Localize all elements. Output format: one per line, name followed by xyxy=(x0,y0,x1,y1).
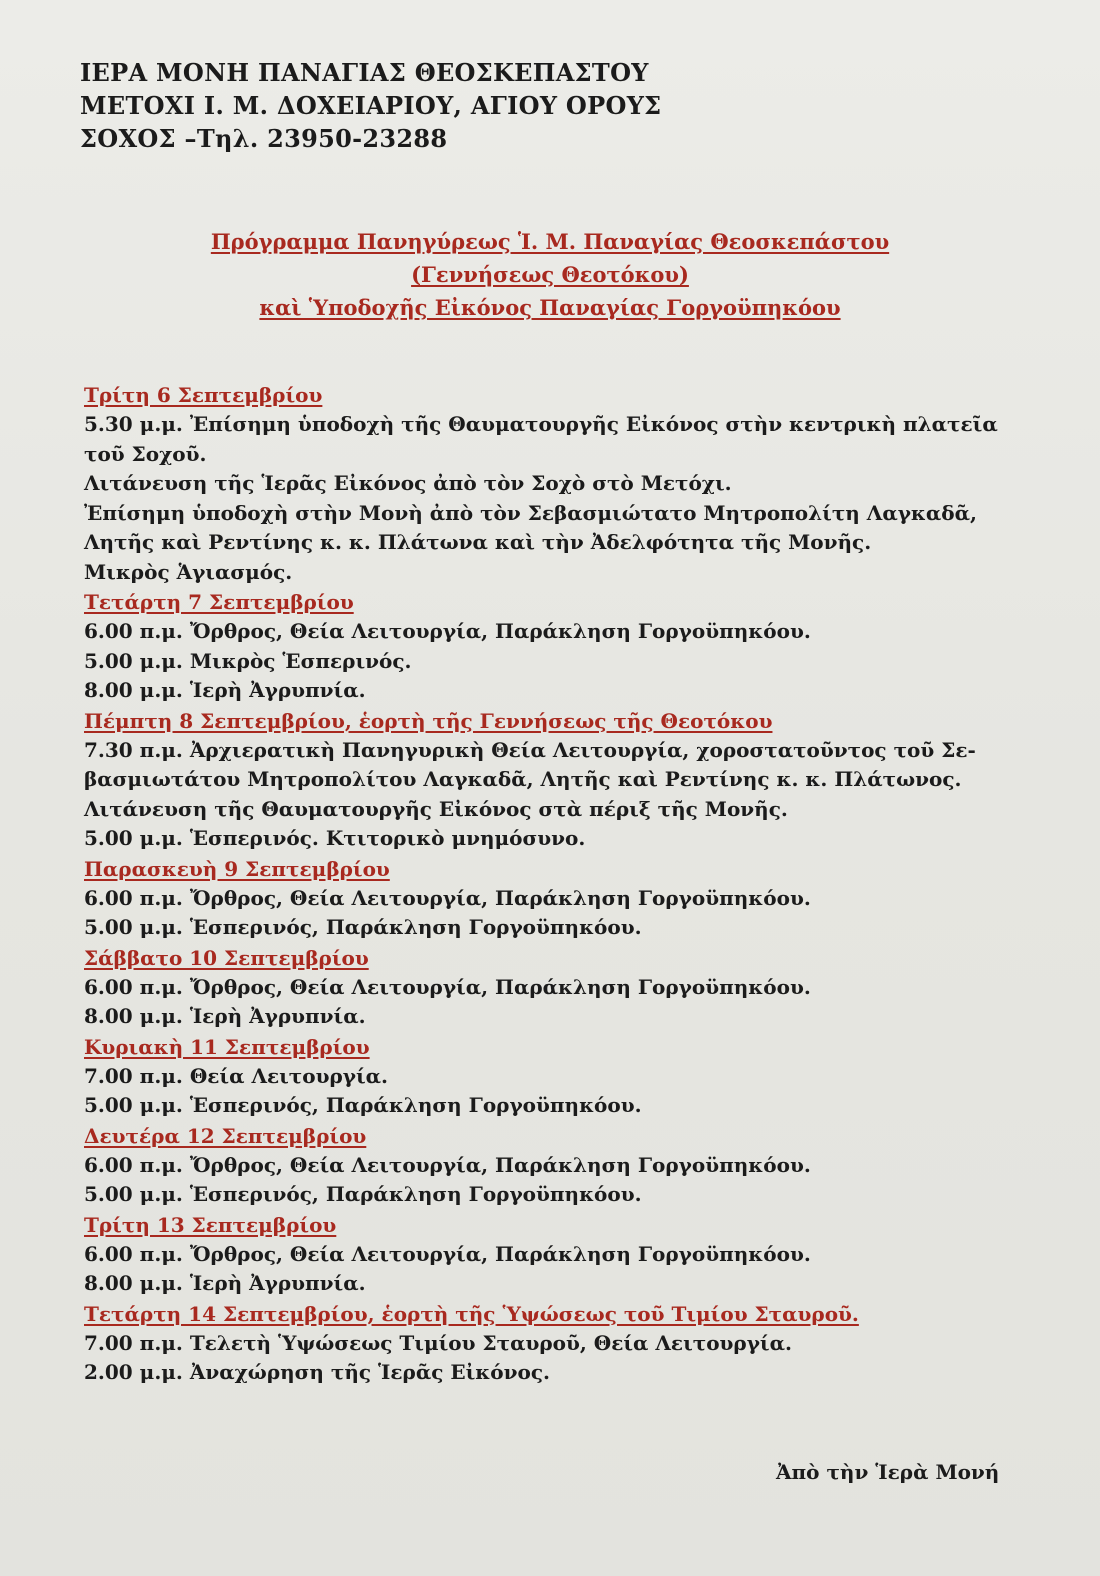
schedule-line: 7.00 π.μ. Θεία Λειτουργία. xyxy=(84,1063,389,1088)
schedule-line: 2.00 μ.μ. Ἀναχώρηση τῆς Ἱερᾶς Εἰκόνος. xyxy=(84,1360,550,1384)
schedule-line: 5.00 μ.μ. Ἑσπερινός, Παράκληση Γοργοϋπηκόου. xyxy=(84,1182,642,1206)
day-heading: Δευτέρα 12 Σεπτεμβρίου xyxy=(84,1123,367,1148)
schedule-line: τοῦ Σοχοῦ. xyxy=(84,441,207,466)
day-heading: Τετάρτη 7 Σεπτεμβρίου xyxy=(84,590,354,614)
day-heading: Τρίτη 6 Σεπτεμβρίου xyxy=(84,383,323,407)
day-heading: Σάββατο 10 Σεπτεμβρίου xyxy=(84,945,369,970)
schedule-line: 7.00 π.μ. Τελετὴ Ὑψώσεως Τιμίου Σταυροῦ, Θεία Λειτουργία. xyxy=(84,1330,792,1355)
schedule-line: 8.00 μ.μ. Ἱερὴ Ἀγρυπνία. xyxy=(84,1271,366,1295)
signature: Ἀπὸ τὴν Ἱερὰ Μονή xyxy=(776,1460,1000,1484)
day-heading: Πέμπτη 8 Σεπτεμβρίου, ἑορτὴ τῆς Γεννήσεως τῆς Θεοτόκου xyxy=(84,708,773,733)
schedule-line: 6.00 π.μ. Ὄρθρος, Θεία Λειτουργία, Παράκληση Γοργοϋπηκόου. xyxy=(84,1152,811,1177)
program-title xyxy=(0,226,1100,325)
schedule-line: 5.00 μ.μ. Ἑσπερινός, Παράκληση Γοργοϋπηκόου. xyxy=(84,915,642,939)
header-line-1: ΙΕΡΑ ΜΟΝΗ ΠΑΝΑΓΙΑΣ ΘΕΟΣΚΕΠΑΣΤΟΥ xyxy=(80,58,649,87)
schedule-line: 5.00 μ.μ. Μικρὸς Ἑσπερινός. xyxy=(84,648,412,673)
schedule-line: 8.00 μ.μ. Ἱερὴ Ἀγρυπνία. xyxy=(84,678,366,702)
schedule-line: 5.30 μ.μ. Ἐπίσημη ὑποδοχὴ τῆς Θαυματουργῆς Εἰκόνος στὴν κεντρικὴ πλατεῖα xyxy=(84,412,998,436)
schedule-line: Λιτάνευση τῆς Ἱερᾶς Εἰκόνος ἀπὸ τὸν Σοχὸ στὸ Μετόχι. xyxy=(84,471,732,495)
schedule-line: Λιτάνευση τῆς Θαυματουργῆς Εἰκόνος στὰ πέριξ τῆς Μονῆς. xyxy=(84,796,788,821)
day-heading: Κυριακὴ 11 Σεπτεμβρίου xyxy=(84,1034,370,1059)
header-line-2: ΜΕΤΟΧΙ Ι. Μ. ΔΟΧΕΙΑΡΙΟΥ, ΑΓΙΟΥ ΟΡΟΥΣ xyxy=(80,91,662,120)
schedule-line: 5.00 μ.μ. Ἑσπερινός. Κτιτορικὸ μνημόσυνο. xyxy=(84,826,586,850)
day-heading: Τρίτη 13 Σεπτεμβρίου xyxy=(84,1212,337,1237)
program-schedule xyxy=(84,380,1024,1388)
header-line-3: ΣΟΧΟΣ –Τηλ. 23950-23288 xyxy=(80,124,448,153)
schedule-line: 6.00 π.μ. Ὄρθρος, Θεία Λειτουργία, Παράκληση Γοργοϋπηκόου. xyxy=(84,885,811,910)
title-line-1: Πρόγραμμα Πανηγύρεως Ἱ. Μ. Παναγίας Θεοσκεπάστου xyxy=(210,229,890,254)
schedule-line: 5.00 μ.μ. Ἑσπερινός, Παράκληση Γοργοϋπηκόου. xyxy=(84,1093,642,1117)
schedule-line: 8.00 μ.μ. Ἱερὴ Ἀγρυπνία. xyxy=(84,1004,366,1028)
title-line-3: καὶ Ὑποδοχῆς Εἰκόνος Παναγίας Γοργοϋπηκόου xyxy=(259,295,841,320)
schedule-line: 6.00 π.μ. Ὄρθρος, Θεία Λειτουργία, Παράκληση Γοργοϋπηκόου. xyxy=(84,974,811,999)
schedule-line: 7.30 π.μ. Ἀρχιερατικὴ Πανηγυρικὴ Θεία Λειτουργία, χοροστατοῦντος τοῦ Σε- xyxy=(84,737,976,762)
schedule-line: Λητῆς καὶ Ρεντίνης κ. κ. Πλάτωνα καὶ τὴν Ἀδελφότητα τῆς Μονῆς. xyxy=(84,530,872,554)
title-line-2: (Γεννήσεως Θεοτόκου) xyxy=(411,262,689,287)
schedule-line: Ἐπίσημη ὑποδοχὴ στὴν Μονὴ ἀπὸ τὸν Σεβασμιώτατο Μητροπολίτη Λαγκαδᾶ, xyxy=(84,500,977,525)
schedule-line: βασμιωτάτου Μητροπολίτου Λαγκαδᾶ, Λητῆς καὶ Ρεντίνης κ. κ. Πλάτωνος. xyxy=(84,767,962,791)
day-heading: Τετάρτη 14 Σεπτεμβρίου, ἑορτὴ τῆς Ὑψώσεως τοῦ Τιμίου Σταυροῦ. xyxy=(84,1301,859,1326)
monastery-header xyxy=(80,56,661,155)
schedule-line: 6.00 π.μ. Ὄρθρος, Θεία Λειτουργία, Παράκληση Γοργοϋπηκόου. xyxy=(84,619,811,643)
schedule-line: 6.00 π.μ. Ὄρθρος, Θεία Λειτουργία, Παράκληση Γοργοϋπηκόου. xyxy=(84,1241,811,1266)
schedule-line: Μικρὸς Ἁγιασμός. xyxy=(84,559,293,584)
day-heading: Παρασκευὴ 9 Σεπτεμβρίου xyxy=(84,856,390,881)
